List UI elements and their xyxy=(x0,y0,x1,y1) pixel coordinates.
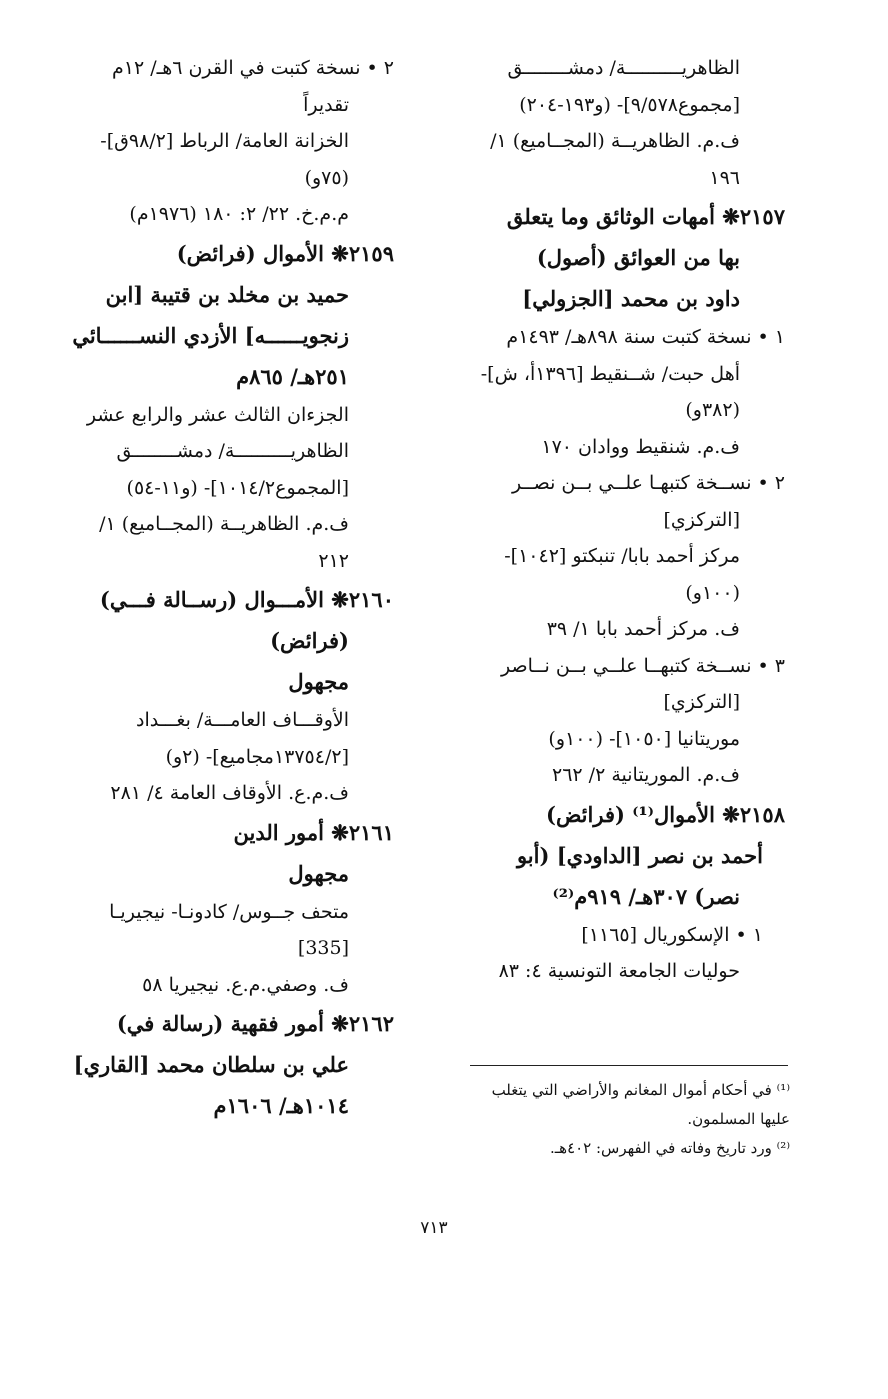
text-line: تقديراً xyxy=(303,93,349,116)
text-line: الجزءان الثالث عشر والرابع عشر xyxy=(86,403,349,426)
page-number: ٧١٣ xyxy=(420,1218,448,1238)
text-line: الظاهريــــــــــة/ دمشــــــــق xyxy=(116,440,349,462)
text-line: ٣ • نســخة كتبهــا علــي بــن نــاصر xyxy=(501,654,785,677)
left-column xyxy=(54,50,394,1126)
text-line: ف.م. الظاهريــة (المجــاميع) ١/ xyxy=(99,513,349,535)
text-line: ١٠١٤هـ/ ١٦٠٦م xyxy=(213,1093,349,1118)
text-line: ٢١٥٧❋ أمهات الوثائق وما يتعلق xyxy=(506,204,785,229)
text-line: ١٩٦ xyxy=(709,166,740,189)
text-line: الخزانة العامة/ الرباط [٩٨/٢ق]- xyxy=(100,130,349,152)
text-line: [التركزي] xyxy=(663,508,740,531)
text-line: (فرائض) xyxy=(270,628,349,653)
text-line: ٢١٢ xyxy=(318,549,349,572)
text-line: (٧٥و) xyxy=(304,166,349,189)
text-line: الأوقـــاف العامـــة/ بغـــداد xyxy=(136,709,349,731)
text-line: ٢١٥٩❋ الأموال (فرائض) xyxy=(176,240,394,266)
text-line: (٣٨٢و) xyxy=(685,399,740,421)
text-line: [مجموع٩/٥٧٨]- (و١٩٣-٢٠٤) xyxy=(519,93,740,116)
text-line: [335] xyxy=(297,937,349,959)
text-line: الظاهريــــــــــة/ دمشــــــــق xyxy=(507,57,740,79)
text-line: مجهول xyxy=(288,669,349,694)
right-column xyxy=(445,50,785,990)
footnote-separator xyxy=(470,1065,788,1066)
text-line: ٢١٥٨❋ الأموال⁽¹⁾ (فرائض) xyxy=(546,801,785,827)
text-line: أحمد بن نصر [الداودي] (أبو xyxy=(516,842,763,868)
text-line: ٢ • نسخة كتبت في القرن ٦هـ/ ١٢م xyxy=(112,57,394,79)
footnote-line: ⁽¹⁾ في أحكام أموال المغانم والأراضي التي يتغلب xyxy=(491,1081,790,1099)
text-line: [١٣٧٥٤/٢مجاميع]- (٢و) xyxy=(165,745,349,768)
text-line: مركز أحمد بابا/ تنبكتو [١٠٤٢]- xyxy=(504,545,740,567)
text-line: ف.م.ع. الأوقاف العامة ٤/ ٢٨١ xyxy=(110,782,349,804)
text-line: زنجويــــــه] الأزدي النســــــائي xyxy=(72,322,349,348)
text-line: ف.م. الظاهريــة (المجــاميع) ١/ xyxy=(490,130,740,152)
text-line: ١ • نسخة كتبت سنة ٨٩٨هـ/ ١٤٩٣م xyxy=(506,326,785,348)
text-line: مجهول xyxy=(288,860,349,886)
text-line: نصر) ٣٠٧هـ/ ٩١٩م⁽²⁾ xyxy=(552,883,740,909)
text-line: حميد بن مخلد بن قتيبة [ابن xyxy=(105,281,349,307)
text-line: [التركزي] xyxy=(663,691,740,713)
text-line: موريتانيا [١٠٥٠]- (١٠٠و) xyxy=(548,727,740,750)
text-line: ف. وصفي.م.ع. نيجيريا ٥٨ xyxy=(142,973,349,996)
text-line: بها من العوائق (أصول) xyxy=(536,245,740,270)
text-line: داود بن محمد [الجزولي] xyxy=(522,286,740,311)
text-line: علي بن سلطان محمد [القاري] xyxy=(73,1052,349,1077)
footnote-line: ⁽²⁾ ورد تاريخ وفاته في الفهرس: ٤٠٢هـ. xyxy=(549,1139,790,1157)
text-line: ٢١٦٠❋ الأمـــوال (رســالة فـــي) xyxy=(99,587,394,612)
text-line: ٢١٦١❋ أمور الدين xyxy=(233,819,394,845)
footnote-line: عليها المسلمون. xyxy=(687,1110,790,1128)
footnotes xyxy=(440,1076,790,1163)
text-line: ف.م. الموريتانية ٢/ ٢٦٢ xyxy=(552,764,740,786)
text-line: حوليات الجامعة التونسية ٤: ٨٣ xyxy=(498,960,740,982)
text-line: ٢٥١هـ/ ٨٦٥م xyxy=(236,363,349,389)
text-line: [المجموع١٠١٤/٢]- (و١١-٥٤) xyxy=(126,476,349,499)
text-line: ف. مركز أحمد بابا ١/ ٣٩ xyxy=(546,618,740,640)
text-line: ٢١٦٢❋ أمور فقهية (رسالة في) xyxy=(116,1011,394,1036)
text-line: ١ • الإسكوريال [١١٦٥] xyxy=(581,923,763,946)
text-line: متحف جــوس/ كادونـا- نيجيريـا xyxy=(109,900,349,923)
text-line: ف.م. شنقيط ووادان ١٧٠ xyxy=(541,435,740,458)
text-line: م.م.خ. ٢٢/ ٢: ١٨٠ (١٩٧٦م) xyxy=(129,203,349,225)
text-line: ٢ • نســخة كتبهـا علــي بــن نصــر xyxy=(512,472,785,494)
text-line: أهل حبت/ شــنقيط [١٣٩٦أ، ش]- xyxy=(480,362,740,385)
text-line: (١٠٠و) xyxy=(685,581,740,604)
